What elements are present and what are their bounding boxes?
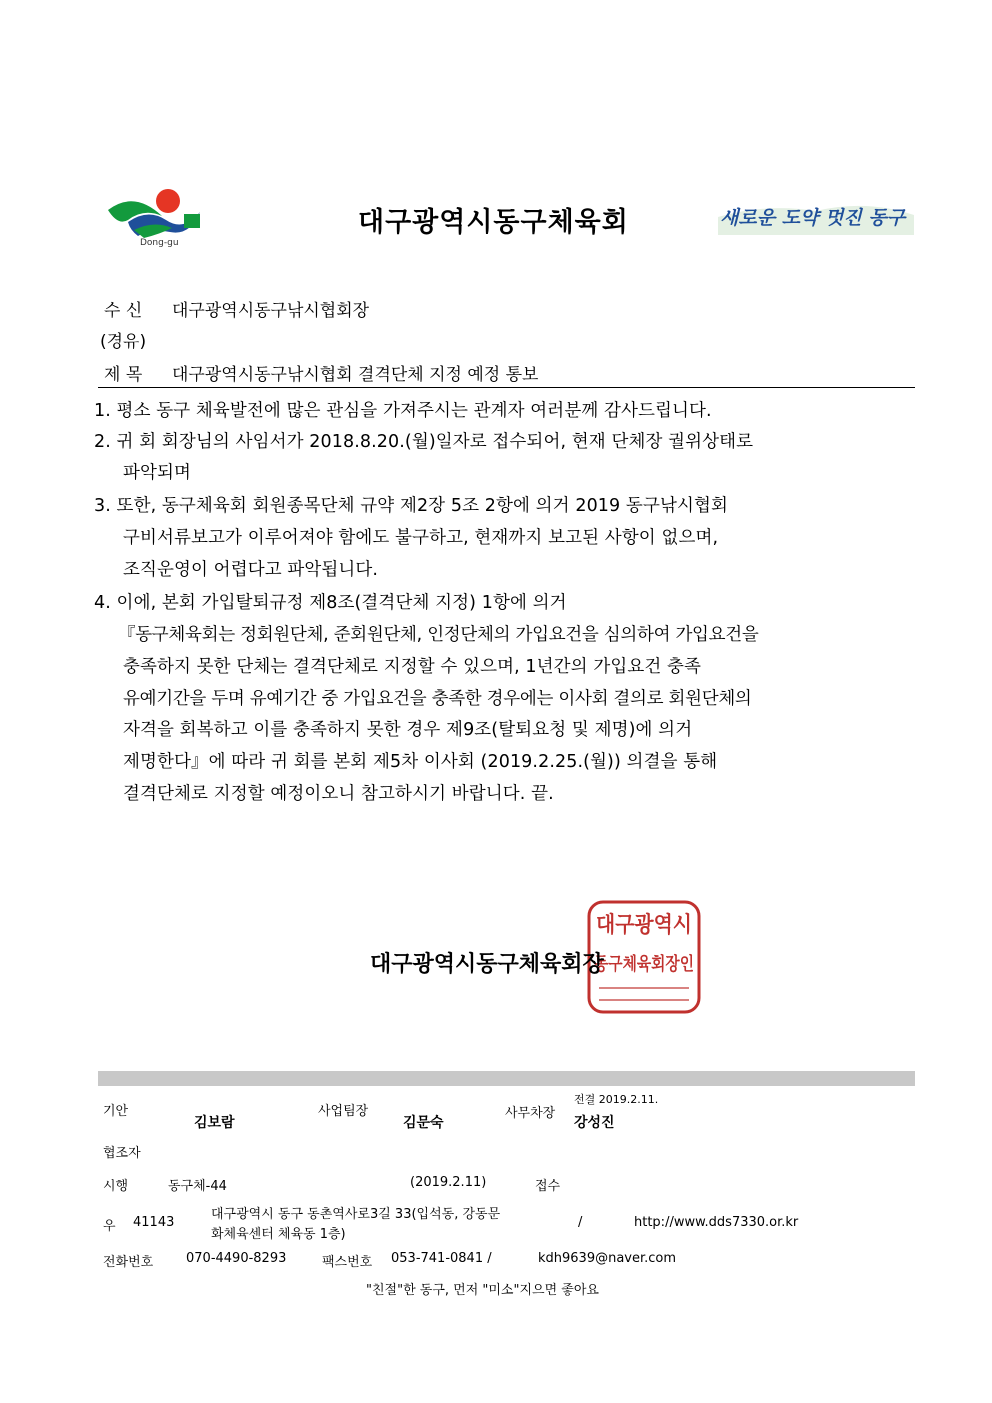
seal-line-1: 대구광역시 <box>596 912 692 938</box>
zip-code: 41143 <box>133 1215 175 1230</box>
team-name: 김문숙 <box>403 1115 444 1131</box>
vice-label: 사무차장 <box>505 1106 556 1121</box>
address-line-2: 화체육센터 체육동 1층) <box>211 1227 346 1242</box>
org-title: 대구광역시동구체육회 <box>358 207 629 238</box>
phone-label: 전화번호 <box>103 1255 154 1270</box>
via-label: (경유) <box>100 332 147 352</box>
draft-name: 김보람 <box>194 1115 235 1131</box>
receipt-label: 접수 <box>535 1179 561 1194</box>
address-line-1: 대구광역시 동구 동촌역사로3길 33(입석동, 강동문 <box>211 1207 501 1222</box>
sender-signature: 대구광역시동구체육회장 <box>370 952 604 977</box>
body-line: 파악되며 <box>123 463 192 483</box>
body-line: 1. 평소 동구 체육발전에 많은 관심을 가져주시는 관계자 여러분께 감사드립니다. <box>94 401 712 421</box>
body-line: 충족하지 못한 단체는 결격단체로 지정할 수 있으며, 1년간의 가입요건 충족 <box>123 657 702 677</box>
exec-label: 시행 <box>103 1179 129 1194</box>
exec-date: (2019.2.11) <box>410 1175 487 1190</box>
fax-label: 팩스번호 <box>322 1255 373 1270</box>
body-line: 구비서류보고가 이루어져야 함에도 불구하고, 현재까지 보고된 사항이 없으며, <box>123 528 719 548</box>
body-line: 3. 또한, 동구체육회 회원종목단체 규약 제2장 5조 2항에 의거 2019 동구낚시협회 <box>94 496 728 516</box>
website-link[interactable]: http://www.dds7330.or.kr <box>634 1215 799 1230</box>
address-slash: / <box>578 1215 583 1230</box>
team-label: 사업팀장 <box>318 1104 369 1119</box>
coop-label: 협조자 <box>103 1146 141 1161</box>
body-line: 제명한다』에 따라 귀 회를 본회 제5차 이사회 (2019.2.25.(월)) 의결을 통해 <box>123 752 718 772</box>
body-line: 유예기간을 두며 유예기간 중 가입요건을 충족한 경우에는 이사회 결의로 회원단체의 <box>123 689 752 709</box>
vice-approval-date: 전결 2019.2.11. <box>574 1093 659 1106</box>
logo-caption: Dong-gu <box>140 238 179 248</box>
body-line: 4. 이에, 본회 가입탈퇴규정 제8조(결격단체 지정) 1항에 의거 <box>94 593 567 613</box>
draft-label: 기안 <box>103 1104 129 1119</box>
body-line: 자격을 회복하고 이를 충족하지 못한 경우 제9조(탈퇴요청 및 제명)에 의거 <box>123 720 693 740</box>
slogan-banner <box>716 197 916 237</box>
seal-line-2: 동구체육회장인 <box>594 954 716 975</box>
email-link[interactable]: kdh9639@naver.com <box>538 1251 677 1266</box>
logo <box>104 186 222 252</box>
body-line: 조직운영이 어렵다고 파악됩니다. <box>123 560 379 580</box>
footer-motto: "친절"한 동구, 먼저 "미소"지으면 좋아요 <box>366 1283 599 1298</box>
body-line: 결격단체로 지정할 예정이오니 참고하시기 바랍니다. 끝. <box>123 784 554 804</box>
zip-label: 우 <box>103 1219 116 1234</box>
recipient-value: 대구광역시동구낚시협회장 <box>172 301 370 321</box>
fax-number: 053-741-0841 / <box>391 1251 492 1266</box>
body-line: 2. 귀 회 회장님의 사임서가 2018.8.20.(월)일자로 접수되어, 현재 단체장 궐위상태로 <box>94 432 754 452</box>
subject-divider <box>98 387 915 388</box>
vice-name: 강성진 <box>574 1115 615 1131</box>
body-line: 『동구체육회는 정회원단체, 준회원단체, 인정단체의 가입요건을 심의하여 가입요건을 <box>118 625 759 645</box>
subject-value: 대구광역시동구낚시협회 결격단체 지정 예정 통보 <box>172 365 539 385</box>
recipient-label: 수 신 <box>104 301 143 321</box>
exec-number: 동구체-44 <box>168 1179 227 1194</box>
phone-number: 070-4490-8293 <box>186 1251 287 1266</box>
slogan-text: 새로운 도약 멋진 동구 <box>720 207 906 229</box>
footer-divider-bar <box>98 1071 915 1086</box>
subject-label: 제 목 <box>104 365 143 385</box>
